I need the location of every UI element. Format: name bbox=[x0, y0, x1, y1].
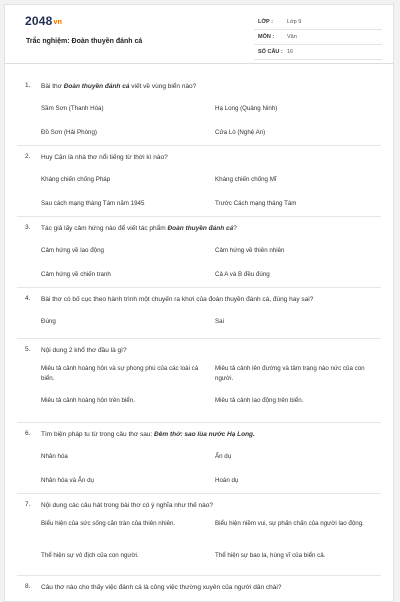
question-number: 8. bbox=[25, 583, 31, 590]
question-text: Câu thơ nào cho thấy việc đánh cá là công việc thường xuyên của người dân chài? bbox=[41, 584, 282, 591]
answer-option[interactable]: Đồ Sơn (Hải Phòng) bbox=[41, 129, 97, 136]
question-text: Huy Cận là nhà thơ nổi tiếng từ thời kì nào? bbox=[41, 154, 168, 161]
answer-option[interactable]: Cửa Lò (Nghệ An) bbox=[215, 129, 266, 136]
answer-option[interactable]: Biểu hiện niềm vui, sự phấn chấn của người lao động. bbox=[215, 520, 364, 527]
answer-option[interactable]: Nhân hóa và Ẩn dụ bbox=[41, 477, 94, 484]
question-number: 7. bbox=[25, 501, 31, 508]
quiz-title: Trắc nghiệm: Đoàn thuyền đánh cá bbox=[26, 38, 143, 45]
answer-option[interactable]: Thể hiện sự bao la, hùng vĩ của biển cả. bbox=[215, 552, 326, 559]
question-text: Nội dung 2 khổ thơ đầu là gì? bbox=[41, 347, 127, 354]
question-text: Bài thơ Đoàn thuyền đánh cá viết về vùng biển nào? bbox=[41, 83, 197, 90]
answer-option[interactable]: Hoán dụ bbox=[215, 477, 239, 484]
answer-option[interactable]: Biểu hiện của sức sống căn tràn của thiên nhiên. bbox=[41, 520, 176, 527]
answer-option[interactable]: Hạ Long (Quảng Ninh) bbox=[215, 105, 278, 112]
answer-option[interactable]: Nhân hóa bbox=[41, 453, 68, 460]
answer-option[interactable]: Cảm hứng về lao động bbox=[41, 247, 104, 254]
answer-option[interactable]: Trước Cách mạng tháng Tám bbox=[215, 200, 297, 207]
question-number: 4. bbox=[25, 295, 31, 302]
answer-option[interactable]: Sầm Sơn (Thanh Hóa) bbox=[41, 105, 104, 112]
question-divider bbox=[17, 216, 381, 217]
answer-option[interactable]: Đúng bbox=[41, 318, 56, 325]
question-text: Bài thơ có bố cục theo hành trình một chuyến ra khơi của đoàn thuyền đánh cá, đúng hay sai? bbox=[41, 296, 314, 303]
quiz-header bbox=[5, 5, 393, 64]
answer-option[interactable]: Miêu tả cảnh lao động trên biển. bbox=[215, 397, 304, 404]
question-number: 3. bbox=[25, 224, 31, 231]
question-text: Tác giả lấy cảm hứng nào để viết tác phẩm Đoàn thuyền đánh cá? bbox=[41, 225, 237, 232]
answer-option[interactable]: Kháng chiến chống Mĩ bbox=[215, 176, 277, 183]
meta-row-grade: LỚP : Lớp 9 bbox=[254, 15, 382, 30]
question-number: 6. bbox=[25, 430, 31, 437]
question-divider bbox=[17, 287, 381, 288]
question-number: 1. bbox=[25, 82, 31, 89]
answer-option[interactable]: Cảm hứng về chiến tranh bbox=[41, 271, 111, 278]
answer-option[interactable]: Miêu tả cảnh hoàng hôn trên biển. bbox=[41, 397, 135, 404]
answer-option[interactable]: Cảm hứng về thiên nhiên bbox=[215, 247, 285, 254]
answer-option[interactable]: Miêu tả cảnh hoàng hôn và sự phong phú của các loài cá biển. bbox=[41, 365, 199, 382]
question-text: Tìm biện pháp tu từ trong câu thơ sau: Đêm thở: sao lùa nước Hạ Long. bbox=[41, 431, 255, 438]
answer-option[interactable]: Thể hiện sự vô địch của con người. bbox=[41, 552, 139, 559]
meta-row-count: SỐ CÂU : 16 bbox=[254, 45, 382, 60]
site-logo[interactable]: 2048vn bbox=[25, 14, 63, 28]
answer-option[interactable]: Sai bbox=[215, 318, 224, 325]
question-divider bbox=[17, 145, 381, 146]
answer-option[interactable]: Sau cách mạng tháng Tám năm 1945 bbox=[41, 200, 145, 207]
question-number: 2. bbox=[25, 153, 31, 160]
quiz-sheet bbox=[4, 4, 394, 602]
question-divider bbox=[17, 575, 381, 576]
question-divider bbox=[17, 338, 381, 339]
answer-option[interactable]: Ẩn dụ bbox=[215, 453, 232, 460]
question-divider bbox=[17, 493, 381, 494]
question-number: 5. bbox=[25, 346, 31, 353]
meta-row-subject: MÔN : Văn bbox=[254, 30, 382, 45]
answer-option[interactable]: Kháng chiến chống Pháp bbox=[41, 176, 111, 183]
answer-option[interactable]: Cả A và B đều đúng bbox=[215, 271, 270, 278]
answer-option[interactable]: Miêu tả cảnh lên đường và tâm trạng náo nức của con người. bbox=[215, 365, 365, 382]
question-divider bbox=[17, 422, 381, 423]
question-text: Nội dung các câu hát trong bài thơ có ý nghĩa như thế nào? bbox=[41, 502, 213, 509]
